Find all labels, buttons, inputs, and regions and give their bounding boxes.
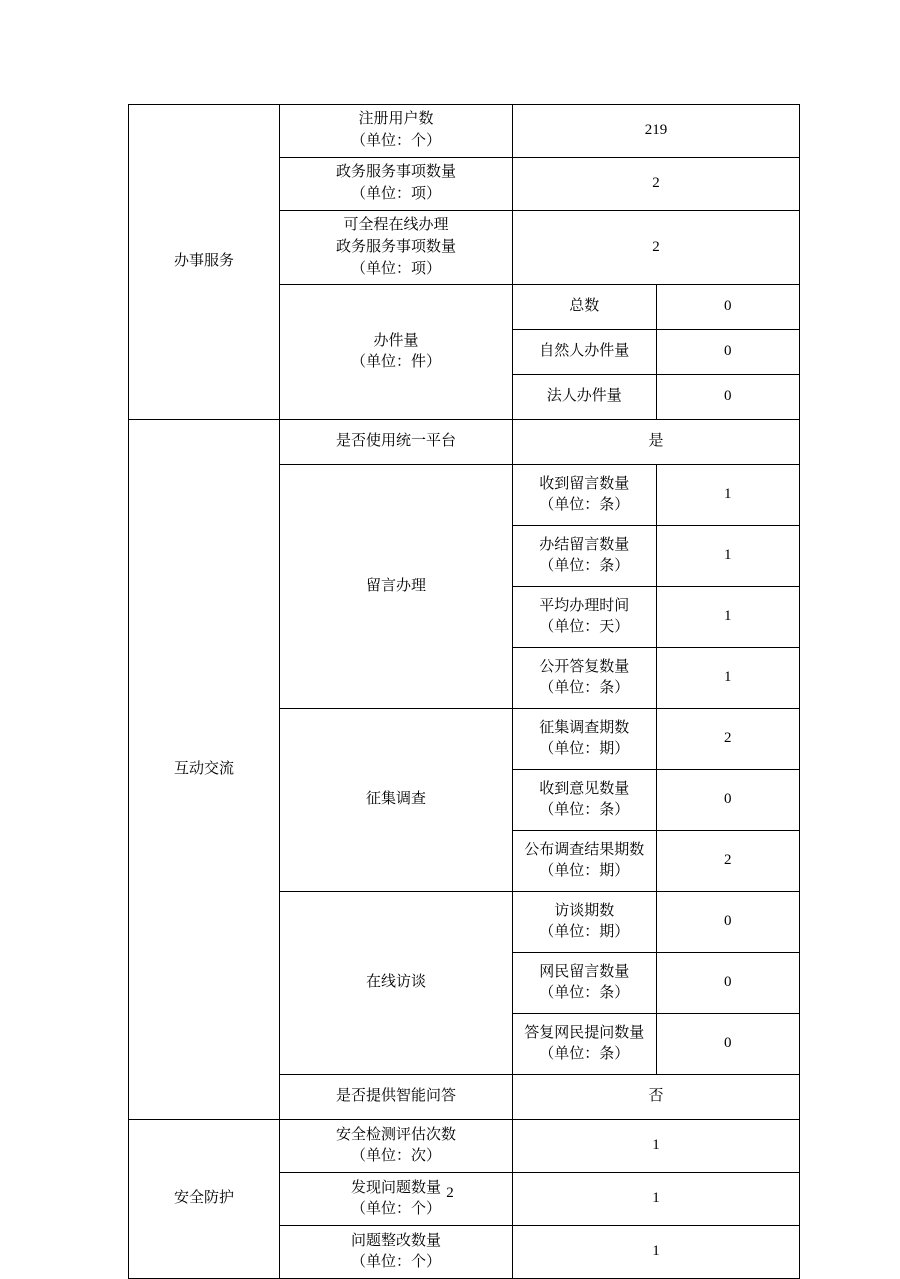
value-cell: 1: [513, 1173, 800, 1226]
sub-label-line1: 收到意见数量: [539, 780, 630, 797]
sub-label-cell: [513, 587, 657, 648]
value-cell: 0: [656, 953, 800, 1014]
item-cell: 是否使用统一平台: [280, 420, 513, 465]
value-cell: 2: [513, 211, 800, 285]
item-cell: [280, 285, 513, 420]
item-cell: [280, 105, 513, 158]
sub-label-line2: （单位：条）: [539, 558, 630, 575]
item-cell: 留言办理: [280, 465, 513, 709]
category-cell-service: 办事服务: [129, 105, 280, 420]
item-label-line2: （单位：个）: [350, 133, 441, 149]
sub-label-line2: （单位：条）: [539, 1046, 630, 1063]
value-cell: 1: [656, 587, 800, 648]
sub-label-cell: [513, 831, 657, 892]
sub-label-line2: （单位：条）: [539, 802, 630, 819]
statistics-table: [128, 104, 800, 1279]
item-label-line2: （单位：个）: [350, 1201, 441, 1218]
value-cell: 0: [656, 375, 800, 420]
value-cell: 1: [513, 1120, 800, 1173]
value-cell: 2: [656, 709, 800, 770]
sub-label-line1: 征集调查期数: [539, 719, 630, 736]
sub-label-line2: （单位：条）: [539, 985, 630, 1002]
sub-label-line2: （单位：天）: [539, 619, 630, 636]
sub-label-line2: （单位：期）: [539, 924, 630, 941]
item-cell: [280, 158, 513, 211]
item-cell: 征集调查: [280, 709, 513, 892]
item-label-line2: 政务服务事项数量: [335, 238, 456, 255]
table-row: [129, 1120, 800, 1173]
value-cell: 0: [656, 285, 800, 330]
value-cell: 0: [656, 892, 800, 953]
value-cell: 是: [513, 420, 800, 465]
item-label-line1: 注册用户数: [358, 111, 434, 128]
item-label-line1: 问题整改数量: [350, 1232, 441, 1249]
value-cell: 0: [656, 330, 800, 375]
sub-label-line1: 公开答复数量: [539, 658, 630, 675]
sub-label-cell: [513, 526, 657, 587]
sub-label-cell: [513, 892, 657, 953]
item-label-line2: （单位：个）: [350, 1254, 441, 1271]
item-label-line2: （单位：项）: [350, 186, 441, 202]
value-cell: 1: [656, 465, 800, 526]
item-cell: [280, 1120, 513, 1173]
item-cell: [280, 1226, 513, 1279]
item-label-line1: 可全程在线办理: [343, 217, 449, 233]
item-label-line1: 政务服务事项数量: [335, 164, 456, 181]
sub-label-cell: [513, 465, 657, 526]
sub-label-line1: 网民留言数量: [539, 963, 630, 980]
page-number: 2: [446, 1185, 454, 1201]
category-cell-interaction: 互动交流: [129, 420, 280, 1120]
sub-label-line1: 平均办理时间: [539, 597, 630, 614]
statistics-table-container: [128, 104, 784, 1279]
sub-label-line2: （单位：期）: [539, 741, 630, 758]
value-cell: 2: [513, 158, 800, 211]
value-cell: 0: [656, 1014, 800, 1075]
sub-label-cell: [513, 770, 657, 831]
sub-label-line1: 答复网民提问数量: [524, 1024, 645, 1041]
sub-label-cell: 自然人办件量: [513, 330, 657, 375]
sub-label-cell: [513, 709, 657, 770]
table-row: [129, 420, 800, 465]
sub-label-line1: 办结留言数量: [539, 536, 630, 553]
item-label-line3: （单位：项）: [350, 260, 441, 277]
table-row: [129, 105, 800, 158]
sub-label-cell: 总数: [513, 285, 657, 330]
sub-label-cell: [513, 648, 657, 709]
item-label-line1: 发现问题数量: [350, 1179, 441, 1196]
sub-label-line1: 公布调查结果期数: [524, 841, 645, 858]
sub-label-cell: [513, 1014, 657, 1075]
value-cell: 219: [513, 105, 800, 158]
sub-label-cell: 法人办件量: [513, 375, 657, 420]
sub-label-cell: [513, 953, 657, 1014]
item-label-line2: （单位：件）: [350, 354, 441, 371]
sub-label-line2: （单位：条）: [539, 497, 630, 514]
sub-label-line1: 访谈期数: [554, 902, 615, 919]
sub-label-line1: 收到留言数量: [539, 475, 630, 492]
item-label-line2: （单位：次）: [350, 1148, 441, 1165]
value-cell: 否: [513, 1075, 800, 1120]
item-cell: 是否提供智能问答: [280, 1075, 513, 1120]
value-cell: 1: [656, 526, 800, 587]
item-cell: [280, 211, 513, 285]
category-cell-security: 安全防护: [129, 1120, 280, 1279]
value-cell: 0: [656, 770, 800, 831]
value-cell: 2: [656, 831, 800, 892]
item-label-line1: 安全检测评估次数: [335, 1126, 456, 1143]
sub-label-line2: （单位：期）: [539, 863, 630, 880]
item-cell: 在线访谈: [280, 892, 513, 1075]
value-cell: 1: [656, 648, 800, 709]
value-cell: 1: [513, 1226, 800, 1279]
sub-label-line2: （单位：条）: [539, 680, 630, 697]
item-label-line1: 办件量: [373, 332, 419, 349]
